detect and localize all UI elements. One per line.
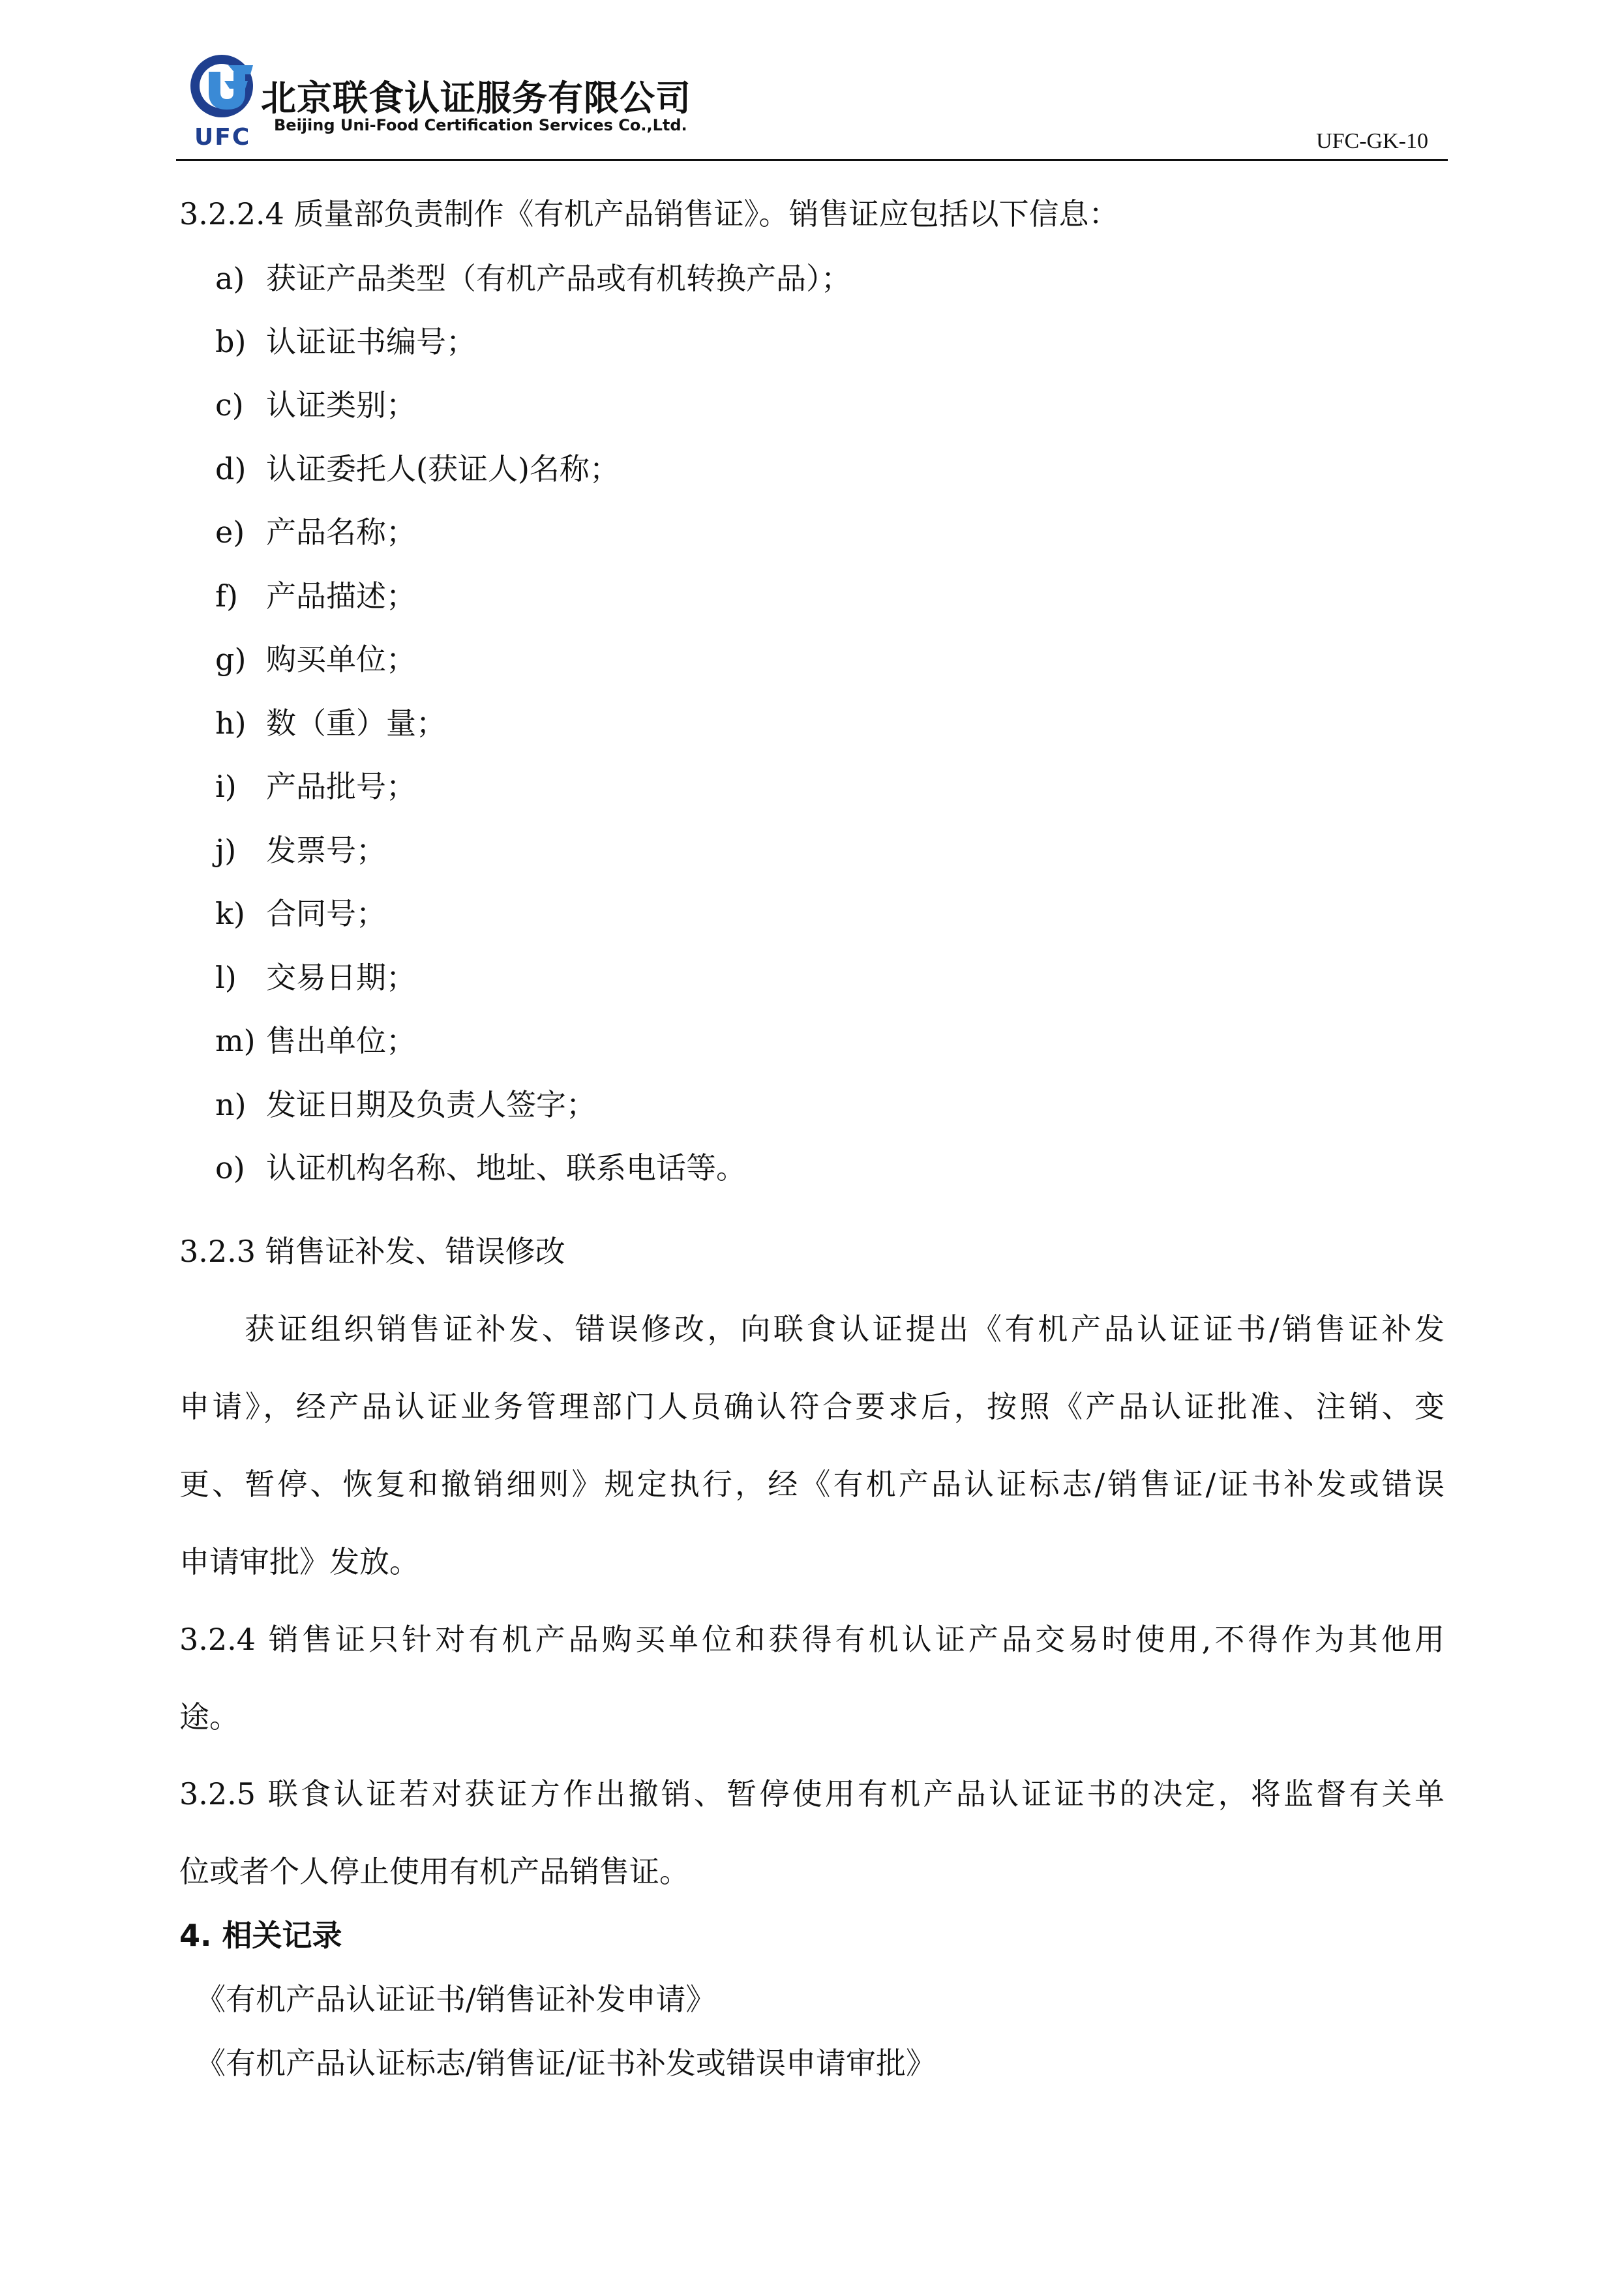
list-item-mark: e) [215, 514, 245, 550]
list-item [215, 1021, 416, 1060]
list-item-mark: d) [215, 451, 247, 486]
list-item [215, 1085, 596, 1124]
list-item-mark: o) [215, 1150, 245, 1185]
record-item: 《有机产品认证证书/销售证补发申请》 [196, 1982, 716, 2017]
header-divider [176, 159, 1448, 161]
company-logo [183, 52, 261, 150]
list-item-text: 认证证书编号； [266, 324, 476, 359]
company-name-cn: 北京联食认证服务有限公司 [261, 78, 691, 119]
section-324-line: 途。 [179, 1699, 239, 1735]
list-item-mark: i) [215, 769, 237, 804]
list-item [215, 513, 416, 552]
list-item-mark: h) [215, 706, 247, 741]
list-item-mark: k) [215, 896, 245, 931]
list-item [215, 322, 476, 361]
section-4-heading: 4. 相关记录 [179, 1918, 342, 1953]
list-item-mark: b) [215, 324, 247, 359]
page-header [176, 52, 1448, 162]
list-item-mark: c) [215, 387, 244, 423]
record-item: 《有机产品认证标志/销售证/证书补发或错误申请审批》 [196, 2046, 936, 2081]
company-name-en: Beijing Uni-Food Certification Services Co.,Ltd. [274, 116, 687, 134]
document-code: UFC-GK-10 [1316, 129, 1428, 153]
list-item [215, 767, 416, 806]
list-item-mark: g) [215, 642, 247, 677]
section-323-heading: 3.2.3 销售证补发、错误修改 [179, 1234, 565, 1269]
list-item [215, 385, 416, 425]
list-item-mark: a) [215, 261, 245, 296]
list-item-mark: l) [215, 960, 237, 995]
list-item-text: 认证机构名称、地址、联系电话等。 [266, 1150, 746, 1185]
paragraph-line: 申请》，经产品认证业务管理部门人员确认符合要求后，按照《产品认证批准、注销、变 [179, 1389, 1445, 1424]
list-item [215, 259, 851, 298]
list-item [215, 704, 446, 743]
section-3224-heading: 3.2.2.4 质量部负责制作《有机产品销售证》。销售证应包括以下信息： [179, 196, 1119, 231]
list-item-mark: f) [215, 578, 238, 614]
paragraph-line: 更、暂停、恢复和撤销细则》规定执行，经《有机产品认证标志/销售证/证书补发或错误 [179, 1467, 1445, 1502]
list-item-text: 产品名称； [266, 514, 416, 550]
section-325-line: 位或者个人停止使用有机产品销售证。 [179, 1854, 689, 1889]
list-item-mark: j) [215, 833, 237, 868]
list-item [215, 640, 416, 679]
list-item-text: 数（重）量； [266, 706, 446, 741]
list-item-mark: n) [215, 1087, 247, 1122]
list-item-text: 认证委托人(获证人)名称； [266, 451, 620, 486]
list-item-text: 合同号； [266, 896, 386, 931]
list-item-text: 产品描述； [266, 578, 416, 614]
list-item [215, 449, 620, 488]
paragraph-line: 获证组织销售证补发、错误修改，向联食认证提出《有机产品认证证书/销售证补发 [245, 1311, 1445, 1347]
list-item [215, 894, 386, 933]
list-item-text: 获证产品类型（有机产品或有机转换产品）； [266, 261, 851, 296]
logo-text: UFC [194, 124, 251, 151]
paragraph-line: 申请审批》发放。 [179, 1544, 419, 1579]
list-item-mark: m) [215, 1023, 256, 1058]
list-item [215, 576, 416, 616]
section-324-line: 3.2.4 销售证只针对有机产品购买单位和获得有机认证产品交易时使用,不得作为其他用 [179, 1622, 1445, 1657]
list-item [215, 1148, 746, 1187]
list-item-text: 发票号； [266, 833, 386, 868]
list-item-text: 售出单位； [266, 1023, 416, 1058]
list-item-text: 交易日期； [266, 960, 416, 995]
ufc-logo-icon [183, 52, 261, 124]
list-item [215, 831, 386, 870]
section-325-line: 3.2.5 联食认证若对获证方作出撤销、暂停使用有机产品认证证书的决定，将监督有关单 [179, 1776, 1445, 1811]
list-item-text: 产品批号； [266, 769, 416, 804]
list-item-text: 购买单位； [266, 642, 416, 677]
list-item-text: 发证日期及负责人签字； [266, 1087, 596, 1122]
list-item-text: 认证类别； [266, 387, 416, 423]
list-item [215, 958, 416, 997]
